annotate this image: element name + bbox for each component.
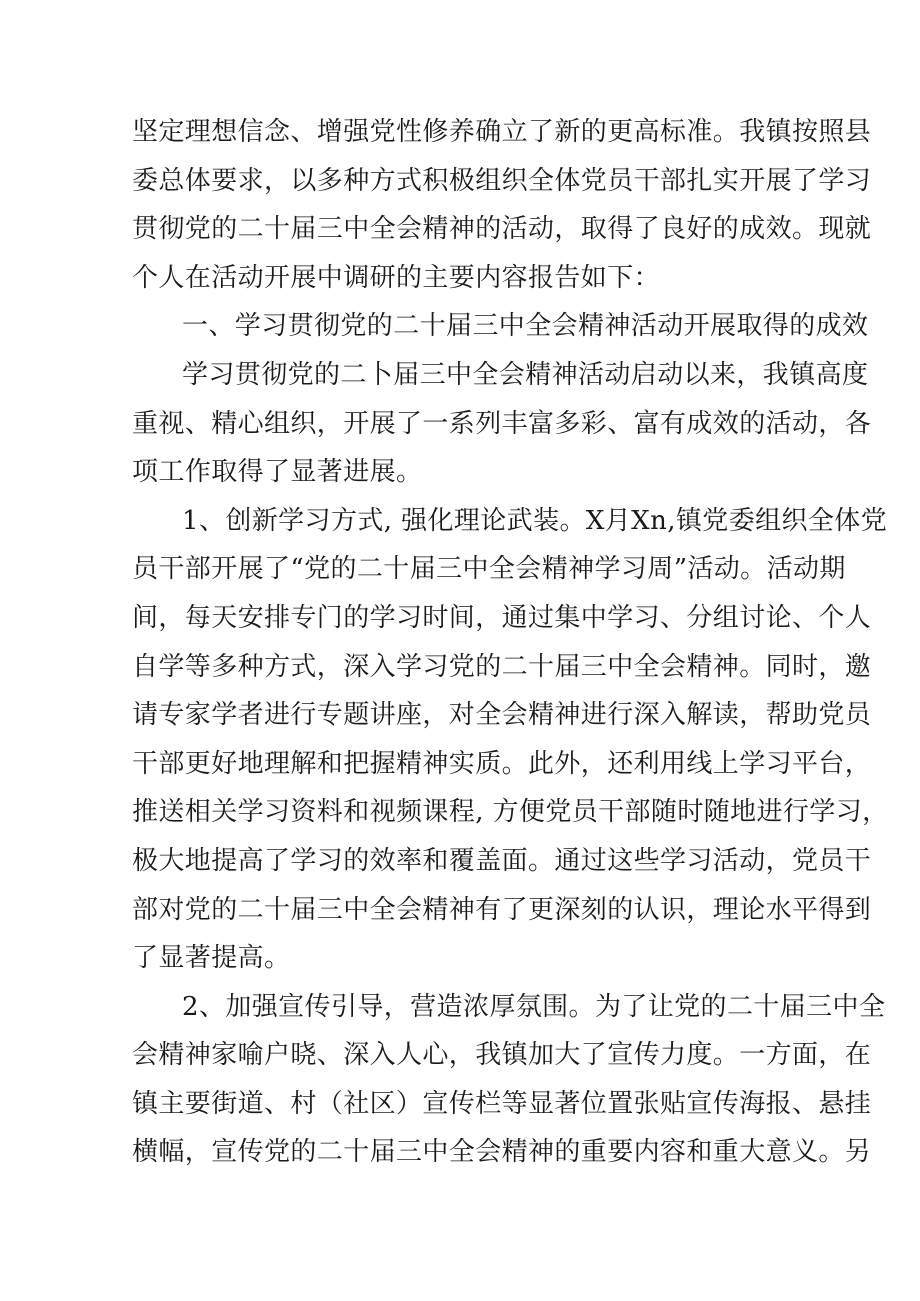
text-line: 个人在活动开展中调研的主要内容报告如下： — [132, 262, 661, 293]
paragraph-start-line: 2、加强宣传引导，营造浓厚氛围。为了让党的二十届三中全 — [182, 991, 886, 1022]
text-line: 了显著提高。 — [132, 943, 291, 974]
text-line: 贯彻党的二十届三中全会精神的活动，取得了良好的成效。现就 — [132, 214, 872, 245]
text-line: 委总体要求，以多种方式积极组织全体党员干部扎实开展了学习 — [132, 165, 872, 196]
section-heading: 一、学习贯彻党的二十届三中全会精神活动开展取得的成效 — [182, 311, 869, 342]
text-line: 自学等多种方式，深入学习党的二十届三中全会精神。同时，邀 — [132, 651, 872, 682]
paragraph-start-line: 学习贯彻党的二卜届三中全会精神活动启动以来，我镇高度 — [182, 359, 869, 390]
text-line: 横幅，宣传党的二十届三中全会精神的重要内容和重大意义。另 — [132, 1137, 872, 1168]
text-line: 坚定理想信念、增强党性修养确立了新的更高标准。我镇按照县 — [132, 117, 872, 147]
text-line: 请专家学者进行专题讲座，对全会精神进行深入解读，帮助党员 — [132, 700, 872, 731]
paragraph-start-line: 1、创新学习方式, 强化理论武装。X月Xn,镇党委组织全体党 — [182, 505, 888, 536]
text-line: 项工作取得了显著进展。 — [132, 457, 423, 488]
text-line: 干部更好地理解和把握精神实质。此外，还利用线上学习平台， — [132, 748, 872, 779]
document-body — [132, 108, 889, 1177]
text-line: 极大地提高了学习的效率和覆盖面。通过这些学习活动，党员干 — [132, 845, 872, 876]
text-line: 推送相关学习资料和视频课程, 方便党员干部随时随地进行学习， — [132, 797, 889, 828]
text-line: 部对党的二十届三中全会精神有了更深刻的认识，理论水平得到 — [132, 894, 872, 925]
text-line: 间，每天安排专门的学习时间，通过集中学习、分组讨论、个人 — [132, 602, 872, 633]
text-line: 员干部开展了“党的二十届三中全会精神学习周”活动。活动期 — [132, 554, 846, 585]
text-line: 会精神家喻户晓、深入人心，我镇加大了宣传力度。一方面，在 — [132, 1040, 872, 1071]
text-line: 镇主要街道、村（社区）宣传栏等显著位置张贴宣传海报、悬挂 — [132, 1088, 872, 1119]
text-line: 重视、精心组织，开展了一系列丰富多彩、富有成效的活动，各 — [132, 408, 872, 439]
